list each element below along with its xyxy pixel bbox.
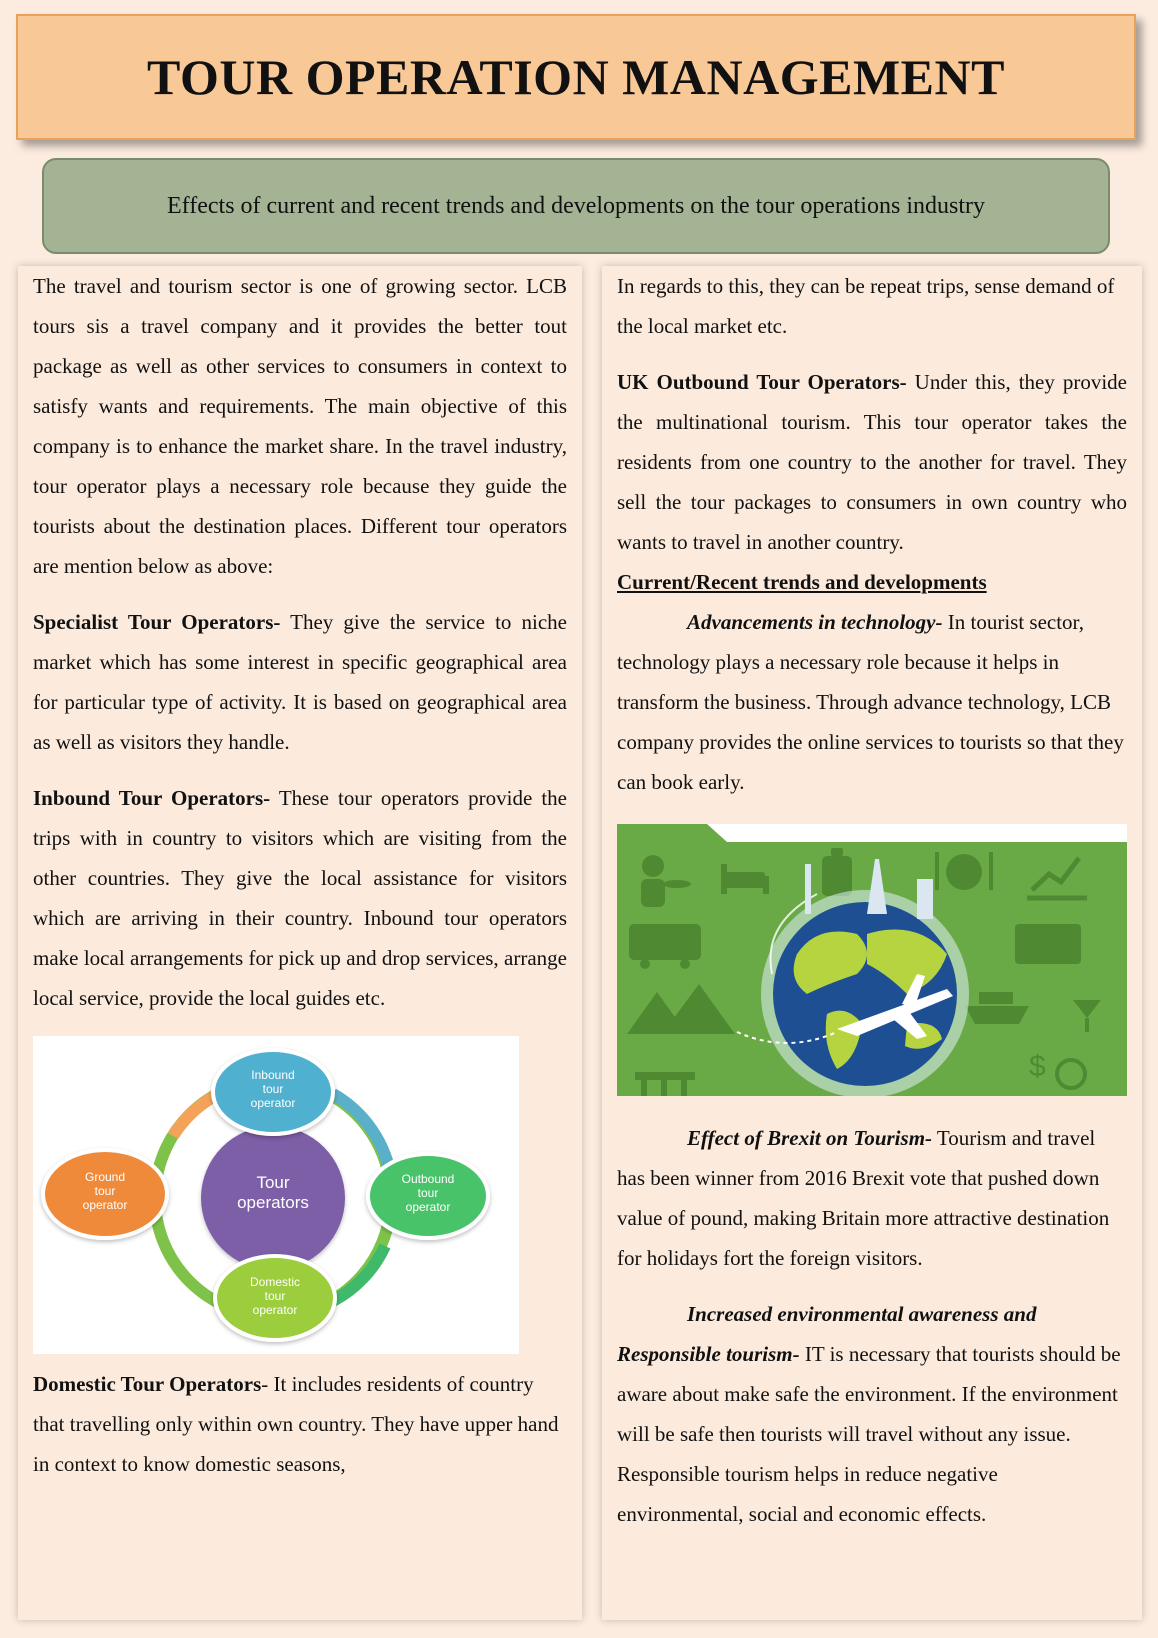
domestic-title: Domestic Tour Operators: [33, 1372, 262, 1396]
outbound-line-1: Outbound: [401, 1172, 455, 1186]
inbound-line-3: operator: [250, 1096, 296, 1110]
domestic-line-3: operator: [252, 1303, 298, 1317]
center-line-1: Tour: [256, 1173, 290, 1192]
ground-line-3: operator: [82, 1198, 128, 1212]
environment-paragraph: [617, 1294, 1127, 1534]
tour-operators-diagram: [33, 1036, 519, 1354]
inbound-paragraph: [33, 778, 567, 1018]
brexit-text: Tourism and travel has been winner from 2016 Brexit vote that pushed down value of pound, making Britain more attractive destination for holidays fort the foreign visitors.: [617, 1126, 1110, 1270]
inbound-line-2: tour: [262, 1082, 284, 1096]
technology-title: Advancements in technology-: [687, 610, 943, 634]
trends-heading: Current/Recent trends and developments: [617, 570, 987, 594]
center-line-2: operators: [237, 1193, 309, 1212]
specialist-text: They give the service to niche market which has some interest in specific geographical area for particular type of activity. It is based on geographical area as well as visitors they handle.: [33, 610, 568, 754]
outbound-text: Under this, they provide the multinational tourism. This tour operator takes the residents from one country to the another for travel. They sell the tour packages to consumers in own country who wants to travel in another country.: [617, 370, 1127, 554]
page-title: TOUR OPERATION MANAGEMENT: [147, 49, 1005, 105]
svg-text:$: $: [1029, 1050, 1046, 1083]
subtitle-banner: [42, 158, 1110, 254]
technology-text: In tourist sector, technology plays a necessary role because it helps in transform the business. Through advance technology, LCB company provides the online services to tourists so that they can book early.: [617, 610, 1124, 794]
card-icon: [1015, 924, 1081, 964]
outbound-node: [368, 1154, 488, 1238]
page-subtitle: Effects of current and recent trends and developments on the tour operations industry: [167, 192, 985, 219]
intro-paragraph: The travel and tourism sector is one of growing sector. LCB tours sis a travel company and it provides the better tout package as well as other services to consumers in context to satisfy wants and requirements. The main objective of this company is to enhance the market share. In the travel industry, tour operator plays a necessary role because they guide the tourists about the destination places. Different tour operators are mention below as above:: [33, 274, 567, 578]
domestic-line-1: Domestic: [249, 1275, 301, 1289]
ground-line-1: Ground: [84, 1170, 126, 1184]
technology-paragraph: [617, 602, 1127, 802]
outbound-title: UK Outbound Tour Operators-: [617, 370, 907, 394]
ground-line-2: tour: [94, 1184, 116, 1198]
specialist-paragraph: [33, 602, 567, 762]
domestic-text: - It includes residents of country that travelling only within own country. They have upper hand in context to know domestic seasons,: [33, 1372, 559, 1476]
inbound-line-1: Inbound: [251, 1068, 295, 1082]
center-node: [201, 1126, 345, 1270]
brexit-title: Effect of Brexit on Tourism-: [687, 1126, 933, 1150]
environment-text: IT is necessary that tourists should be aware about make safe the environment. If the environment will be safe then tourists will travel without any issue. Responsible tourism helps in reduce negative environmental, social and economic effects.: [617, 1342, 1121, 1526]
travel-technology-image: [617, 824, 1127, 1096]
title-banner: [16, 14, 1136, 140]
outbound-line-2: tour: [417, 1186, 439, 1200]
specialist-title: Specialist Tour Operators-: [33, 610, 281, 634]
continued-paragraph: In regards to this, they can be repeat trips, sense demand of the local market etc.: [617, 274, 1115, 338]
outbound-paragraph: [617, 362, 1127, 562]
brexit-paragraph: [617, 1118, 1127, 1278]
inbound-node: [213, 1050, 333, 1134]
domestic-paragraph: [33, 1364, 567, 1484]
outbound-line-3: operator: [405, 1200, 451, 1214]
ground-node: [43, 1150, 167, 1238]
right-column: [602, 266, 1142, 1620]
inbound-title: Inbound Tour Operators-: [33, 786, 271, 810]
domestic-node: [215, 1256, 335, 1340]
environment-title: Increased environmental awareness and Responsible tourism-: [617, 1302, 1037, 1366]
domestic-line-2: tour: [264, 1289, 286, 1303]
inbound-text: These tour operators provide the trips with in country to visitors which are visiting from the other countries. They give the local assistance for visitors which are arriving in their country. Inbound tour operators make local arrangements for pick up and drop services, arrange local service, provide the local guides etc.: [33, 786, 567, 1010]
monument-icon: [635, 1072, 695, 1096]
left-column: [18, 266, 582, 1620]
